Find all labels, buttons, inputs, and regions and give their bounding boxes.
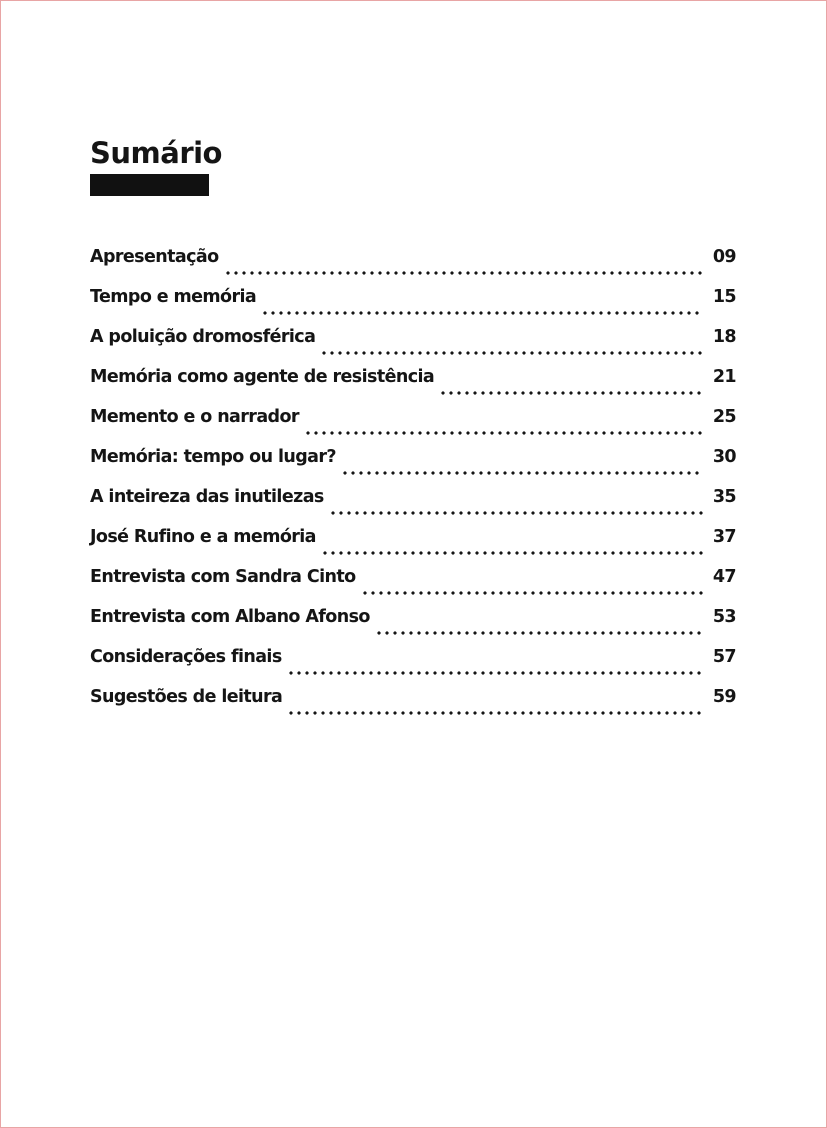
toc-entry-page: 21 — [712, 367, 736, 387]
toc-entry-title: A inteireza das inutilezas — [90, 487, 324, 507]
title-underline-bar — [90, 174, 209, 196]
toc-entry-page: 57 — [712, 647, 736, 667]
dot-leader — [439, 391, 703, 395]
toc-entry-title: A poluição dromosférica — [90, 327, 316, 347]
dot-leader — [321, 551, 703, 555]
toc-entry-title: Memória como agente de resistência — [90, 367, 435, 387]
toc-entry-title: Entrevista com Sandra Cinto — [90, 567, 356, 587]
toc-entry[interactable] — [90, 607, 736, 647]
toc-entry-page: 09 — [712, 247, 736, 267]
dot-leader — [287, 711, 703, 715]
toc-entry[interactable] — [90, 407, 736, 447]
toc-entry-title: Considerações finais — [90, 647, 282, 667]
toc-entry-page: 25 — [712, 407, 736, 427]
toc-entry[interactable] — [90, 447, 736, 487]
table-of-contents — [90, 247, 736, 727]
dot-leader — [341, 471, 703, 475]
toc-entry-page: 18 — [712, 327, 736, 347]
toc-entry[interactable] — [90, 687, 736, 727]
toc-entry-title: Memória: tempo ou lugar? — [90, 447, 336, 467]
toc-entry[interactable] — [90, 367, 736, 407]
toc-entry-page: 53 — [712, 607, 736, 627]
toc-entry-page: 15 — [712, 287, 736, 307]
dot-leader — [224, 271, 704, 275]
toc-entry-title: Apresentação — [90, 247, 219, 267]
dot-leader — [261, 311, 703, 315]
toc-entry[interactable] — [90, 527, 736, 567]
dot-leader — [329, 511, 703, 515]
toc-entry[interactable] — [90, 247, 736, 287]
dot-leader — [361, 591, 703, 595]
toc-entry-page: 35 — [712, 487, 736, 507]
toc-entry-page: 37 — [712, 527, 736, 547]
toc-entry[interactable] — [90, 287, 736, 327]
toc-entry-title: Sugestões de leitura — [90, 687, 283, 707]
toc-entry[interactable] — [90, 647, 736, 687]
toc-entry-title: Entrevista com Albano Afonso — [90, 607, 370, 627]
dot-leader — [320, 351, 703, 355]
toc-entry-title: Memento e o narrador — [90, 407, 299, 427]
toc-entry-title: Tempo e memória — [90, 287, 257, 307]
dot-leader — [304, 431, 703, 435]
toc-entry[interactable] — [90, 567, 736, 607]
page-title: Sumário — [90, 136, 222, 170]
toc-entry-page: 59 — [712, 687, 736, 707]
dot-leader — [287, 671, 703, 675]
toc-entry[interactable] — [90, 327, 736, 367]
dot-leader — [375, 631, 703, 635]
toc-entry-title: José Rufino e a memória — [90, 527, 316, 547]
toc-entry-page: 47 — [712, 567, 736, 587]
toc-entry[interactable] — [90, 487, 736, 527]
toc-entry-page: 30 — [712, 447, 736, 467]
